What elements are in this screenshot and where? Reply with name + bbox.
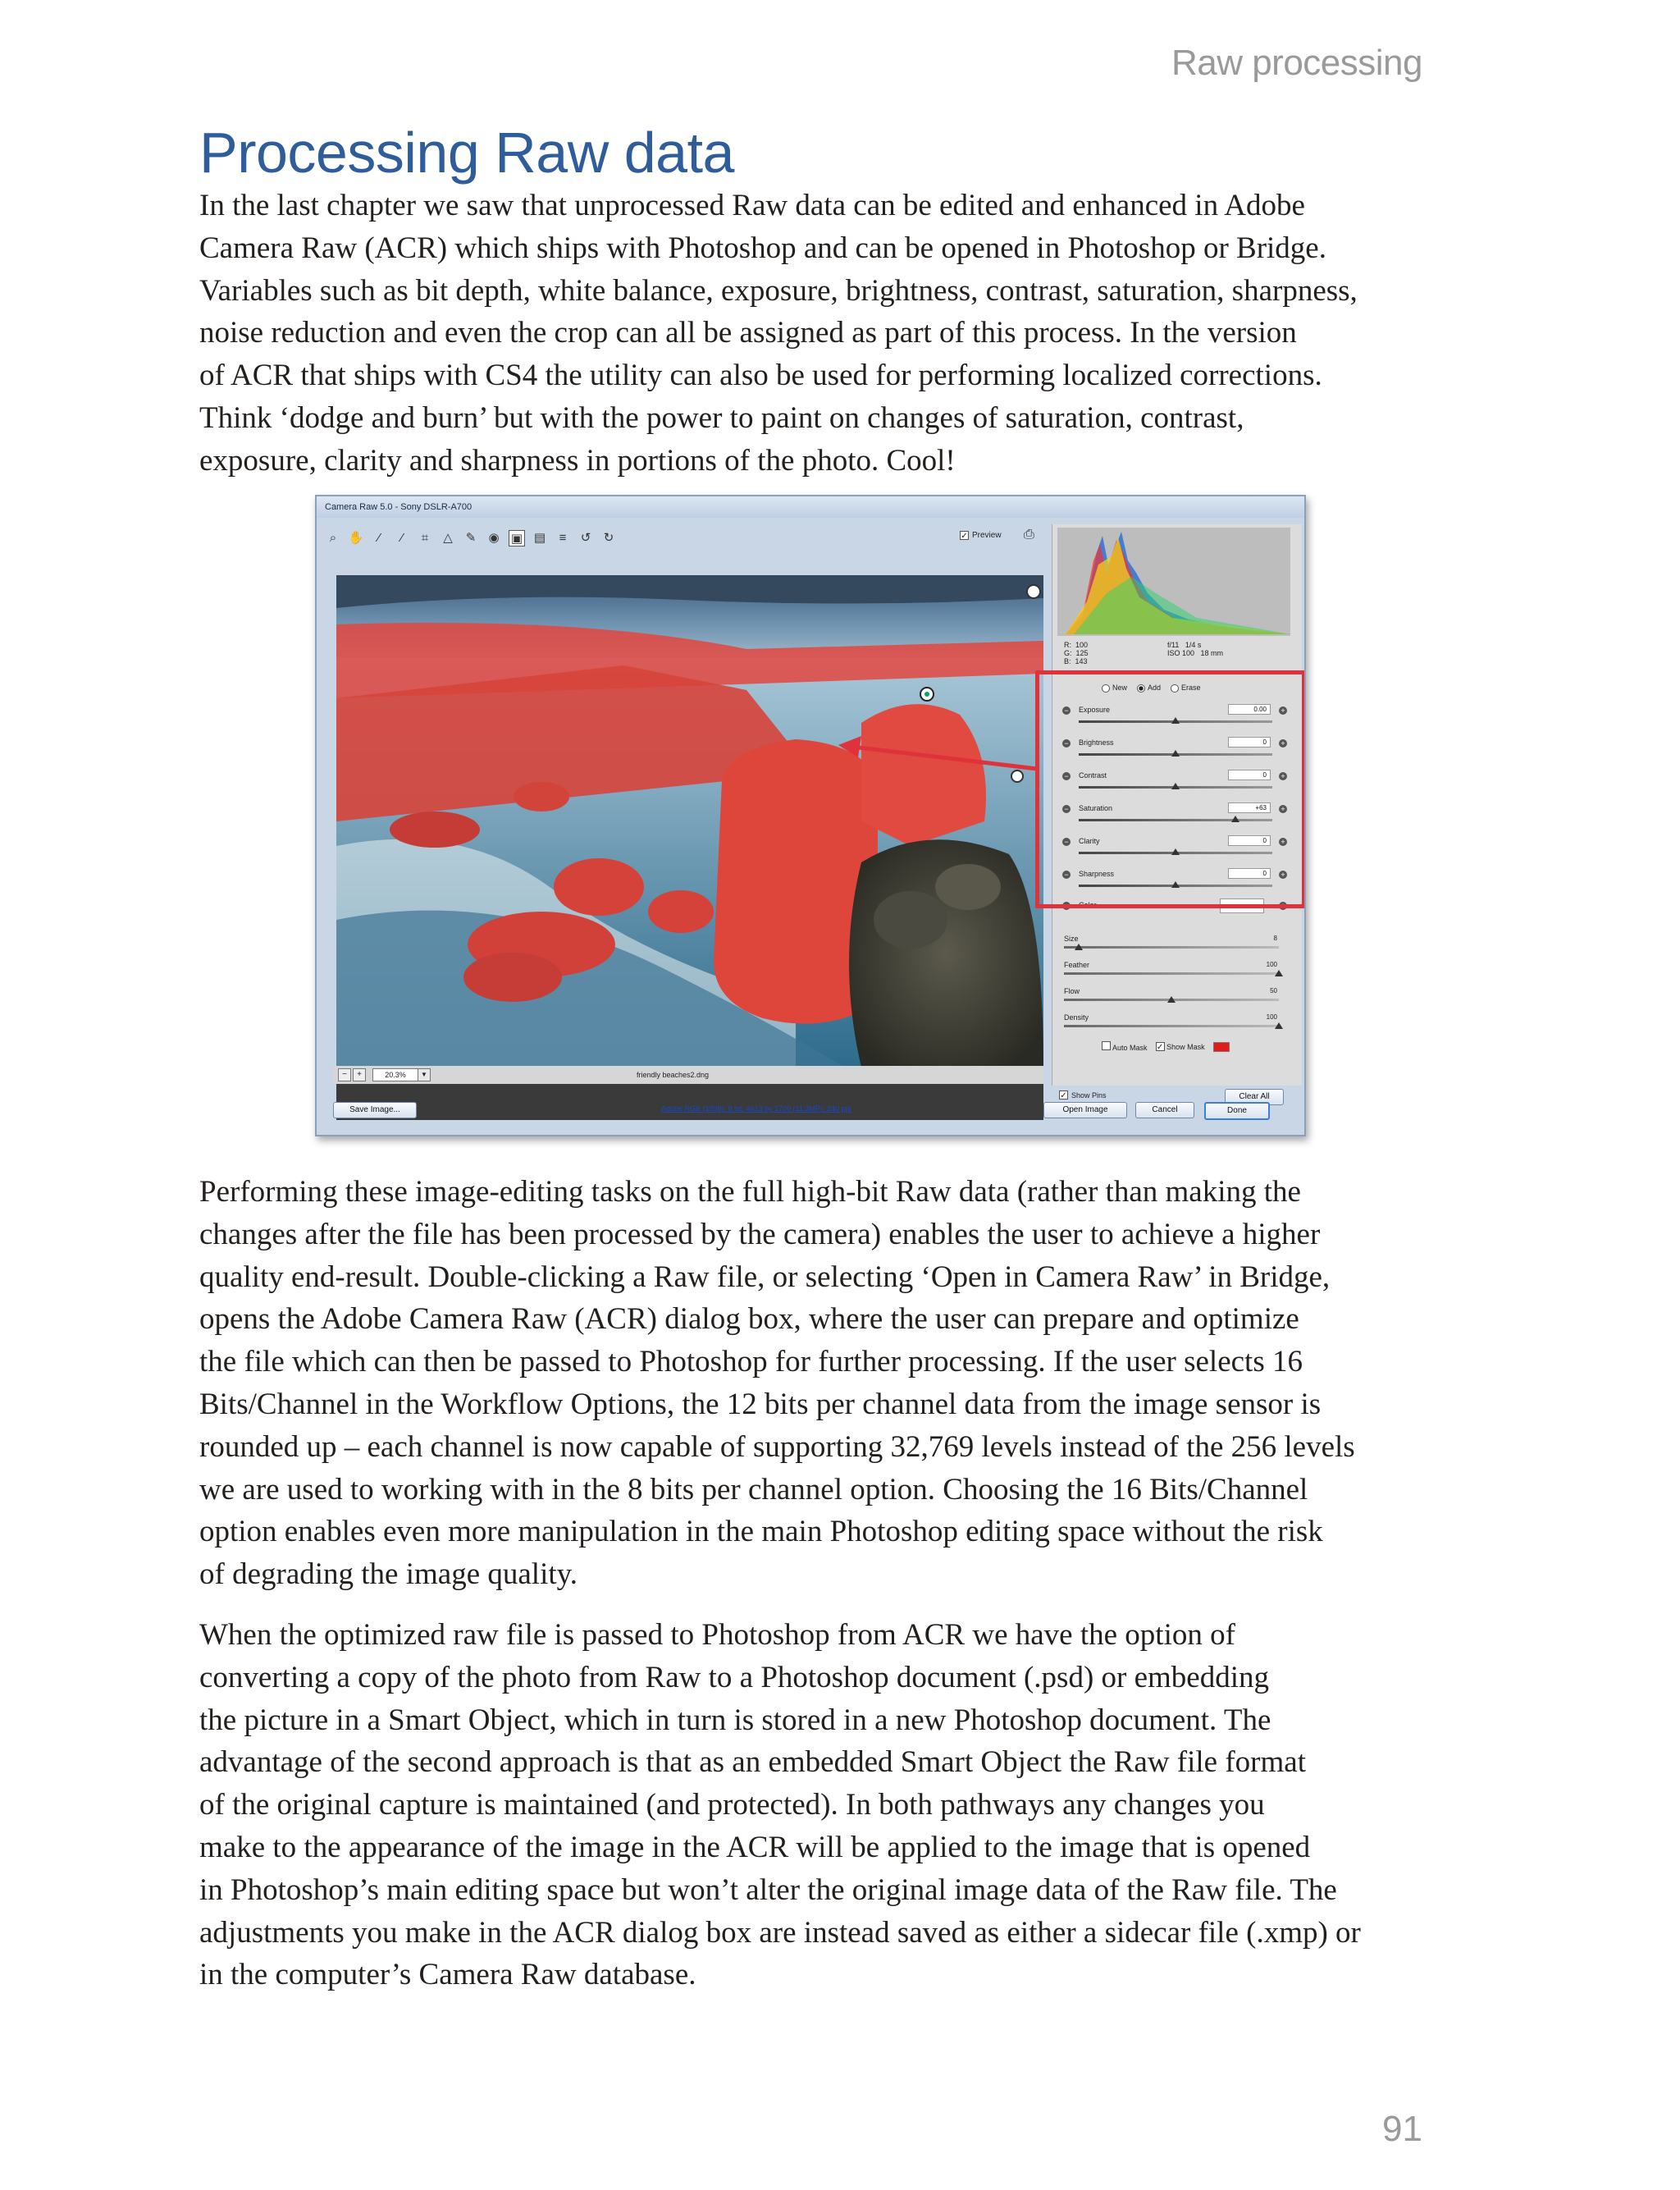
- text-line: Bits/Channel in the Workflow Options, the 12 bits per channel data from the image sensor is: [199, 1387, 1322, 1421]
- text-line: quality end-result. Double-clicking a Raw file, or selecting ‘Open in Camera Raw’ in Bridge,: [199, 1260, 1331, 1294]
- adjustment-value-field[interactable]: 0: [1228, 868, 1271, 879]
- minus-icon[interactable]: −: [1062, 871, 1071, 879]
- running-head: Raw processing: [1171, 43, 1422, 83]
- minus-icon[interactable]: −: [1062, 902, 1071, 910]
- slider-track[interactable]: [1064, 946, 1279, 949]
- checkmark-icon: ✓: [961, 532, 968, 541]
- adjustment-value-field[interactable]: 0: [1228, 835, 1271, 846]
- slider-thumb[interactable]: [1275, 1022, 1283, 1029]
- mode-new[interactable]: New: [1102, 684, 1127, 693]
- acr-screenshot: [315, 495, 1306, 1136]
- text-line: rounded up – each channel is now capable of supporting 32,769 levels instead of the 256 levels: [199, 1429, 1355, 1464]
- text-line: opens the Adobe Camera Raw (ACR) dialog box, where the user can prepare and optimize: [199, 1302, 1299, 1337]
- adjustment-label: Clarity: [1079, 837, 1100, 845]
- preferences-icon[interactable]: ≡: [559, 531, 567, 545]
- brush-value: 100: [1266, 1013, 1277, 1021]
- text-line: adjustments you make in the ACR dialog box are instead saved as either a sidecar file (.xmp) or: [199, 1915, 1361, 1950]
- preview-checkbox[interactable]: [960, 531, 1002, 540]
- color-sampler-icon[interactable]: ⁄: [400, 531, 404, 545]
- text-line: the file which can then be passed to Photoshop for further processing. If the user selects 16: [199, 1345, 1303, 1379]
- histogram: [1057, 528, 1290, 636]
- adjustment-label: Sharpness: [1079, 870, 1115, 878]
- adjustment-value-field[interactable]: 0: [1228, 737, 1271, 748]
- clear-all-button[interactable]: Clear All: [1225, 1089, 1284, 1105]
- zoom-icon[interactable]: ⌕: [329, 531, 337, 545]
- brush-label: Density: [1064, 1013, 1089, 1022]
- checkmark-icon: ✓: [1060, 1091, 1067, 1100]
- chevron-down-icon[interactable]: ▼: [418, 1068, 431, 1081]
- text-line: make to the appearance of the image in the ACR will be applied to the image that is opened: [199, 1830, 1311, 1864]
- camera-info: f/11 1/4 s ISO 100 18 mm: [1167, 641, 1224, 657]
- plus-icon[interactable]: +: [1279, 706, 1287, 715]
- text-line: converting a copy of the photo from Raw to a Photoshop document (.psd) or embedding: [199, 1660, 1269, 1694]
- text-line: Think ‘dodge and burn’ but with the power to paint on changes of saturation, contrast,: [199, 400, 1244, 435]
- show-mask-checkbox[interactable]: ✓ Show Mask: [1156, 1043, 1205, 1052]
- text-line: advantage of the second approach is that as an embedded Smart Object the Raw file format: [199, 1745, 1306, 1780]
- mode-add[interactable]: Add: [1137, 684, 1161, 693]
- straighten-icon[interactable]: △: [443, 531, 453, 545]
- auto-mask-checkbox[interactable]: Auto Mask: [1102, 1041, 1148, 1052]
- adjustment-value-field[interactable]: 0: [1228, 770, 1271, 780]
- adjustment-label: Contrast: [1079, 771, 1107, 780]
- slider-track[interactable]: [1064, 972, 1279, 975]
- text-line: changes after the file has been processed by the camera) enables the user to achieve a higher: [199, 1217, 1321, 1251]
- text-line: in Photoshop’s main editing space but won’t alter the original image data of the Raw file. The: [199, 1872, 1337, 1907]
- text-line: in the computer’s Camera Raw database.: [199, 1958, 696, 1992]
- filename-label: friendly beaches2.dng: [637, 1071, 710, 1079]
- workflow-options-link[interactable]: Adobe RGB (1998); 8 bit; 4613 by 1700 (11.3MP); 240 ppi: [661, 1104, 851, 1113]
- adjustment-brush-icon[interactable]: ▣: [509, 530, 525, 546]
- zoom-field[interactable]: 20.3%: [372, 1068, 418, 1081]
- red-eye-icon[interactable]: ◉: [488, 531, 500, 545]
- rgb-readout: R: 100 G: 125 B: 143: [1064, 641, 1089, 665]
- plus-icon[interactable]: +: [1279, 838, 1287, 846]
- minus-icon[interactable]: −: [1062, 772, 1071, 780]
- plus-icon[interactable]: +: [1279, 739, 1287, 748]
- minus-icon[interactable]: −: [1062, 706, 1071, 715]
- body-paragraph-3: [199, 1614, 1446, 1996]
- text-line: In the last chapter we saw that unprocessed Raw data can be edited and enhanced in Adobe: [199, 189, 1305, 222]
- mask-options: [1102, 1041, 1230, 1052]
- slider-track[interactable]: [1064, 1025, 1279, 1027]
- open-image-button[interactable]: Open Image: [1043, 1102, 1127, 1118]
- adjustment-label: Exposure: [1079, 706, 1111, 714]
- text-line: of degrading the image quality.: [199, 1557, 578, 1592]
- landscape-photo: [336, 575, 1043, 1068]
- text-line: Performing these image-editing tasks on the full high-bit Raw data (rather than making the: [199, 1175, 1301, 1209]
- preview-label: Preview: [972, 531, 1002, 540]
- text-line: the picture in a Smart Object, which in turn is stored in a new Photoshop document. The: [199, 1703, 1271, 1737]
- text-line: exposure, clarity and sharpness in portions of the photo. Cool!: [199, 443, 956, 478]
- text-line: we are used to working with in the 8 bits per channel option. Choosing the 16 Bits/Channel: [199, 1472, 1308, 1506]
- minus-icon[interactable]: −: [1062, 838, 1071, 846]
- brush-label: Feather: [1064, 961, 1090, 969]
- text-line: option enables even more manipulation in the main Photoshop editing space without the risk: [199, 1515, 1323, 1549]
- acr-status-bar: [333, 1066, 1043, 1084]
- minus-icon[interactable]: −: [1062, 739, 1071, 748]
- page-number: 91: [1382, 2109, 1422, 2149]
- slider-thumb[interactable]: [1075, 944, 1083, 950]
- zoom-in-button[interactable]: +: [353, 1068, 366, 1081]
- highlight-box: [1035, 670, 1306, 908]
- plus-icon[interactable]: +: [1279, 871, 1287, 879]
- acr-footer: [317, 1090, 1304, 1136]
- rotate-left-icon[interactable]: ↺: [580, 531, 591, 545]
- spot-removal-icon[interactable]: ✎: [465, 531, 477, 545]
- slider-thumb[interactable]: [1167, 996, 1176, 1003]
- plus-icon[interactable]: +: [1279, 902, 1287, 910]
- white-balance-icon[interactable]: ⁄: [377, 531, 381, 545]
- minus-icon[interactable]: −: [1062, 805, 1071, 813]
- text-line: of ACR that ships with CS4 the utility can also be used for performing localized corrections.: [199, 359, 1322, 393]
- show-pins-label: Show Pins: [1071, 1090, 1107, 1100]
- adjustment-value-field[interactable]: +63: [1228, 802, 1271, 813]
- brush-row-size: [1064, 935, 1290, 959]
- hand-icon[interactable]: ✋: [348, 531, 364, 545]
- intro-paragraph: [199, 185, 1446, 482]
- mode-erase[interactable]: Erase: [1171, 684, 1201, 693]
- text-line: When the optimized raw file is passed to Photoshop from ACR we have the option of: [199, 1618, 1235, 1652]
- brush-row-flow: [1064, 987, 1290, 1012]
- text-line: Camera Raw (ACR) which ships with Photoshop and can be opened in Photoshop or Bridge.: [199, 231, 1326, 265]
- adjustment-label: Saturation: [1079, 804, 1113, 812]
- zoom-out-button[interactable]: −: [338, 1068, 351, 1081]
- fullscreen-icon[interactable]: ⎙: [1024, 528, 1034, 542]
- brush-row-feather: [1064, 961, 1290, 985]
- rotate-right-icon[interactable]: ↻: [603, 531, 614, 545]
- text-line: Variables such as bit depth, white balance, exposure, brightness, contrast, saturation, sharpness,: [199, 273, 1358, 308]
- brush-row-density: [1064, 1013, 1290, 1038]
- plus-icon[interactable]: +: [1279, 805, 1287, 813]
- plus-icon[interactable]: +: [1279, 772, 1287, 780]
- brush-value: 50: [1270, 987, 1277, 994]
- mask-color-swatch[interactable]: [1213, 1042, 1230, 1052]
- acr-toolbar: [325, 529, 1022, 547]
- slider-thumb[interactable]: [1275, 970, 1283, 976]
- brush-value: 8: [1273, 935, 1277, 942]
- adjustment-value-field[interactable]: 0.00: [1228, 704, 1271, 715]
- color-label: Color: [1079, 901, 1097, 909]
- done-button[interactable]: Done: [1204, 1102, 1270, 1120]
- graduated-filter-icon[interactable]: ▤: [533, 531, 546, 545]
- page-title: Processing Raw data: [199, 121, 734, 185]
- adjustment-label: Brightness: [1079, 738, 1114, 747]
- acr-window-title: Camera Raw 5.0 - Sony DSLR-A700: [317, 496, 1304, 518]
- brush-value: 100: [1266, 961, 1277, 968]
- body-paragraph-2: [199, 1171, 1446, 1596]
- brush-label: Flow: [1064, 987, 1080, 995]
- preview-image[interactable]: [336, 575, 1043, 1120]
- brush-label: Size: [1064, 935, 1079, 943]
- crop-icon[interactable]: ⌗: [421, 531, 429, 545]
- cancel-button[interactable]: Cancel: [1135, 1102, 1194, 1118]
- save-image-button[interactable]: Save Image...: [333, 1102, 417, 1118]
- text-line: noise reduction and even the crop can all be assigned as part of this process. In the version: [199, 316, 1297, 350]
- text-line: of the original capture is maintained (and protected). In both pathways any changes you: [199, 1788, 1265, 1822]
